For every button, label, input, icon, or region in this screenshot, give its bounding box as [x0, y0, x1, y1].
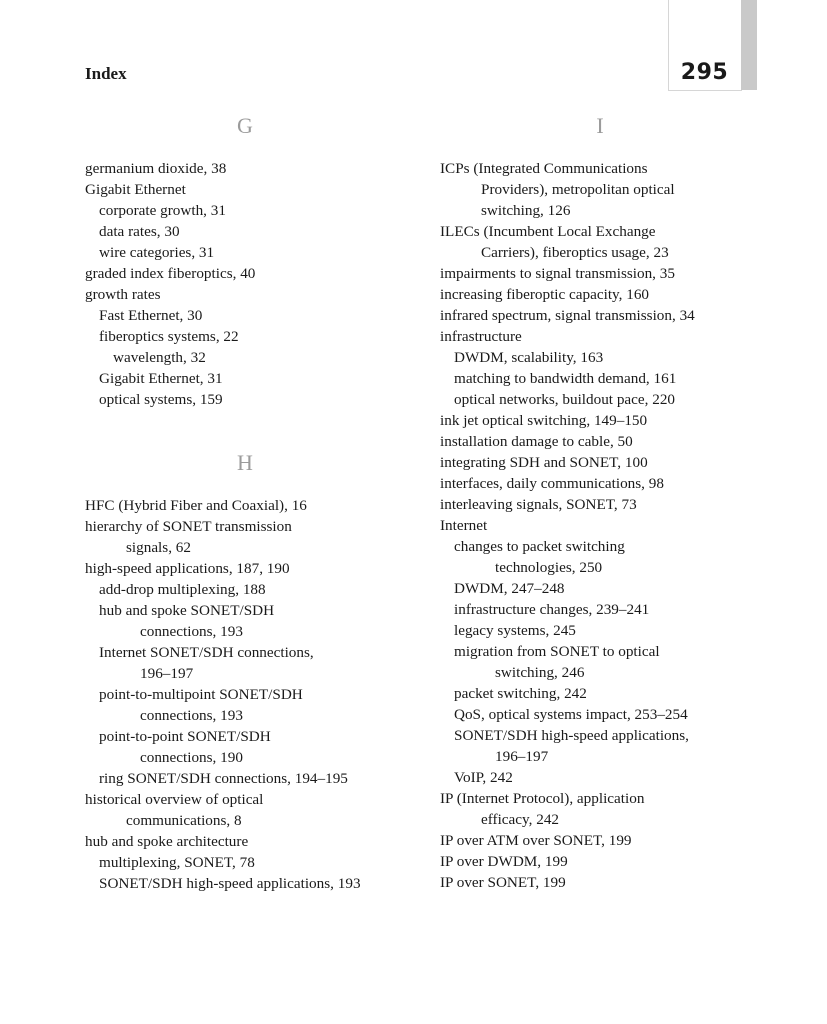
index-subentry: SONET/SDH high-speed applications, 193	[99, 875, 361, 892]
index-entry: historical overview of optical	[85, 791, 264, 808]
section-letter-h: H	[237, 450, 253, 475]
index-subentry-continuation: connections, 193	[140, 707, 243, 724]
index-subentry-continuation: switching, 246	[495, 664, 585, 681]
index-entry: hub and spoke architecture	[85, 833, 249, 850]
index-entry-continuation: efficacy, 242	[481, 811, 560, 828]
section-spacer	[85, 410, 405, 450]
index-entry: IP over DWDM, 199	[440, 853, 568, 870]
index-subentry: optical networks, buildout pace, 220	[454, 391, 676, 408]
entries-i	[440, 158, 760, 893]
index-subentry: point-to-multipoint SONET/SDH	[99, 686, 303, 703]
index-subentry: legacy systems, 245	[454, 622, 576, 639]
index-subentry: fiberoptics systems, 22	[99, 328, 239, 345]
index-subentry-continuation: connections, 193	[140, 623, 243, 640]
index-column-left	[85, 113, 405, 894]
index-entry: infrared spectrum, signal transmission, 34	[440, 307, 695, 324]
index-subentry: migration from SONET to optical	[454, 643, 660, 660]
index-entry-continuation: Providers), metropolitan optical	[481, 181, 675, 198]
index-entry: ILECs (Incumbent Local Exchange	[440, 223, 656, 240]
page-number: 295	[680, 60, 729, 85]
index-subentry: DWDM, scalability, 163	[454, 349, 604, 366]
index-subentry: corporate growth, 31	[99, 202, 226, 219]
index-subentry: add-drop multiplexing, 188	[99, 581, 266, 598]
index-entry: interleaving signals, SONET, 73	[440, 496, 637, 513]
index-subentry: SONET/SDH high-speed applications,	[454, 727, 689, 744]
index-subentry: ring SONET/SDH connections, 194–195	[99, 770, 348, 787]
index-entry: growth rates	[85, 286, 161, 303]
index-entry: interfaces, daily communications, 98	[440, 475, 664, 492]
index-entry: Internet	[440, 517, 488, 534]
index-entry: IP over ATM over SONET, 199	[440, 832, 632, 849]
index-entry: germanium dioxide, 38	[85, 160, 227, 177]
index-subentry: changes to packet switching	[454, 538, 625, 555]
index-subentry-continuation: technologies, 250	[495, 559, 603, 576]
index-entry: Gigabit Ethernet	[85, 181, 186, 198]
index-entry: infrastructure	[440, 328, 522, 345]
index-entry: ink jet optical switching, 149–150	[440, 412, 648, 429]
index-subentry: matching to bandwidth demand, 161	[454, 370, 677, 387]
index-subentry: Fast Ethernet, 30	[99, 307, 203, 324]
index-entry: ICPs (Integrated Communications	[440, 160, 648, 177]
index-entry: high-speed applications, 187, 190	[85, 560, 290, 577]
index-entry: installation damage to cable, 50	[440, 433, 633, 450]
index-subentry: multiplexing, SONET, 78	[99, 854, 255, 871]
section-letter-g: G	[237, 113, 253, 138]
index-subentry: hub and spoke SONET/SDH	[99, 602, 275, 619]
index-entry: IP over SONET, 199	[440, 874, 566, 891]
index-subsubentry: wavelength, 32	[113, 349, 206, 366]
index-entry-continuation: switching, 126	[481, 202, 571, 219]
index-subentry: QoS, optical systems impact, 253–254	[454, 706, 688, 723]
index-subentry: wire categories, 31	[99, 244, 215, 261]
section-letter-i: I	[596, 113, 604, 138]
index-subentry: infrastructure changes, 239–241	[454, 601, 650, 618]
entries-g	[85, 158, 405, 410]
index-entry: IP (Internet Protocol), application	[440, 790, 645, 807]
index-entry: graded index fiberoptics, 40	[85, 265, 256, 282]
index-entry-continuation: signals, 62	[126, 539, 191, 556]
index-column-right	[440, 113, 760, 893]
index-subentry: point-to-point SONET/SDH	[99, 728, 271, 745]
index-subentry: VoIP, 242	[454, 769, 513, 786]
page-edge-bar	[741, 0, 757, 90]
index-subentry-continuation: connections, 190	[140, 749, 243, 766]
running-header-title: Index	[85, 64, 127, 83]
index-subentry-continuation: 196–197	[495, 748, 549, 765]
entries-h	[85, 495, 405, 894]
index-entry: HFC (Hybrid Fiber and Coaxial), 16	[85, 497, 307, 514]
index-subentry: optical systems, 159	[99, 391, 223, 408]
index-entry-continuation: Carriers), fiberoptics usage, 23	[481, 244, 669, 261]
index-entry: impairments to signal transmission, 35	[440, 265, 675, 282]
index-subentry: DWDM, 247–248	[454, 580, 565, 597]
index-subentry: Internet SONET/SDH connections,	[99, 644, 314, 661]
index-entry: hierarchy of SONET transmission	[85, 518, 292, 535]
index-subentry: data rates, 30	[99, 223, 180, 240]
index-entry-continuation: communications, 8	[126, 812, 242, 829]
index-subentry: packet switching, 242	[454, 685, 587, 702]
index-entry: integrating SDH and SONET, 100	[440, 454, 648, 471]
index-entry: increasing fiberoptic capacity, 160	[440, 286, 650, 303]
index-subentry: Gigabit Ethernet, 31	[99, 370, 223, 387]
index-subentry-continuation: 196–197	[140, 665, 194, 682]
